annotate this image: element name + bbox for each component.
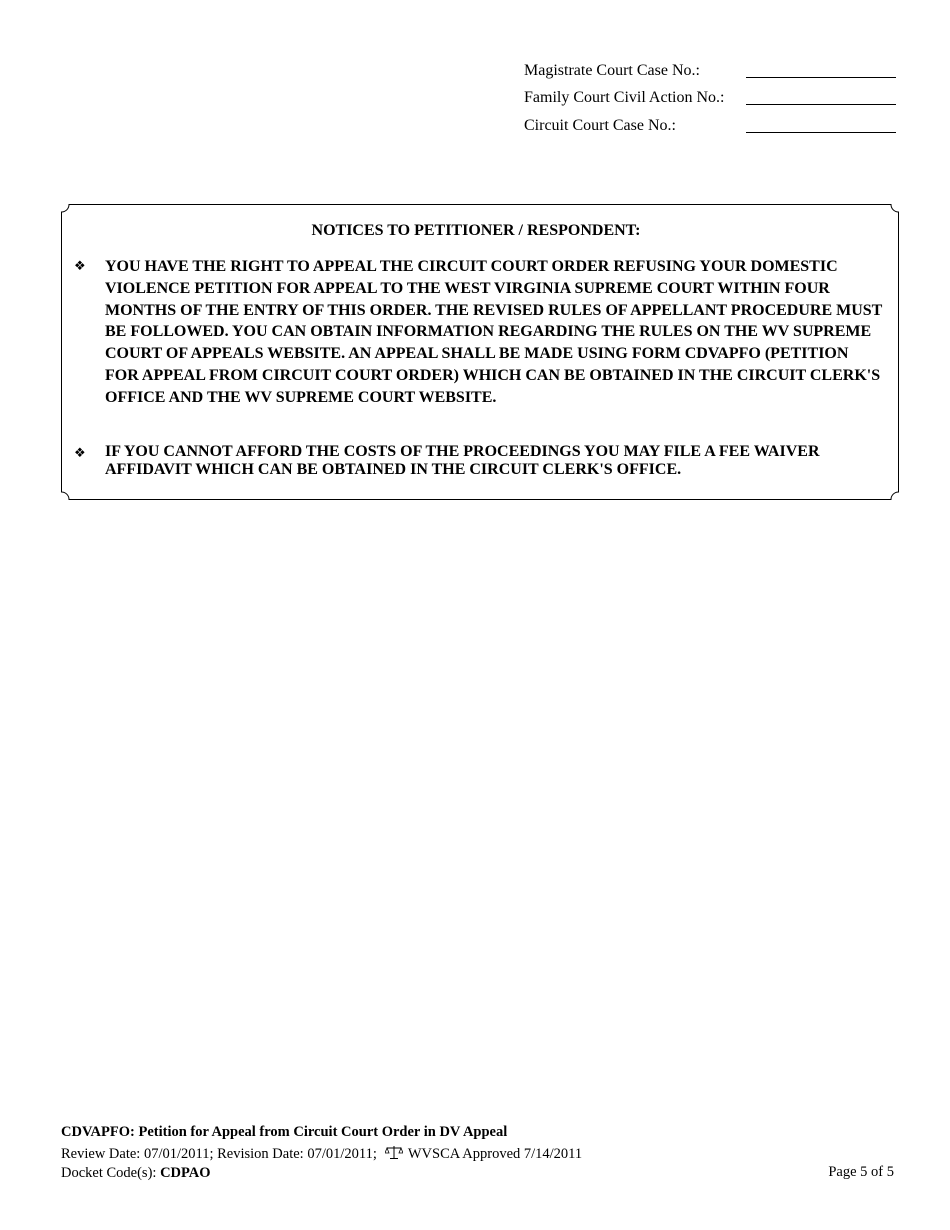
circuit-court-case-field[interactable] [746,113,896,133]
family-court-case-field[interactable] [746,85,896,105]
footer-approval-text: WVSCA Approved 7/14/2011 [407,1146,583,1162]
notice-title: NOTICES TO PETITIONER / RESPONDENT: [311,222,641,239]
magistrate-case-row [524,52,896,80]
family-court-case-label: Family Court Civil Action No.: [524,89,725,106]
bullet-diamond-icon: ❖ [74,258,86,273]
footer-review-text: Review Date: 07/01/2011; Revision Date: 07/01/2011; [61,1146,377,1162]
footer-form-title: CDVAPFO: Petition for Appeal from Circuit Court Order in DV Appeal [61,1124,508,1140]
circuit-court-case-row [524,107,896,135]
notice-item-fee-waiver: IF YOU CANNOT AFFORD THE COSTS OF THE PROCEEDINGS YOU MAY FILE A FEE WAIVER AFFIDAVIT WHICH CAN BE OBTAINED IN THE CIRCUIT CLERK'S OFFICE. [105,443,820,478]
circuit-court-case-label: Circuit Court Case No.: [524,116,676,134]
family-court-case-row [524,80,896,108]
magistrate-case-label: Magistrate Court Case No.: [524,61,700,79]
footer-docket-line [61,1165,211,1182]
footer-review-line [61,1145,582,1163]
page-number: Page 5 of 5 [828,1164,894,1180]
notice-item-appeal-right: YOU HAVE THE RIGHT TO APPEAL THE CIRCUIT COURT ORDER REFUSING YOUR DOMESTIC VIOLENCE PETITION FOR APPEAL TO THE WEST VIRGINIA SUPREME COURT WITHIN FOUR MONTHS OF THE ENTRY OF THIS ORDER. THE REVISED RULES OF APPELLANT PROCEDURE MUST BE FOLLOWED. YOU CAN OBTAIN INFORMATION REGARDING THE RULES ON THE WV SUPREME COURT OF APPEALS WEBSITE. AN APPEAL SHALL BE MADE USING FORM CDVAPFO (PETITION FOR APPEAL FROM CIRCUIT COURT ORDER) WHICH CAN BE OBTAINED IN THE CIRCUIT CLERK'S OFFICE AND THE WV SUPREME COURT WEBSITE. [105,258,883,406]
docket-label: Docket Code(s): [61,1165,157,1181]
scales-icon [385,1145,403,1160]
case-number-fields [524,52,896,135]
magistrate-case-field[interactable] [746,58,896,78]
docket-code: CDPAO [160,1165,211,1181]
bullet-diamond-icon: ❖ [74,445,86,460]
